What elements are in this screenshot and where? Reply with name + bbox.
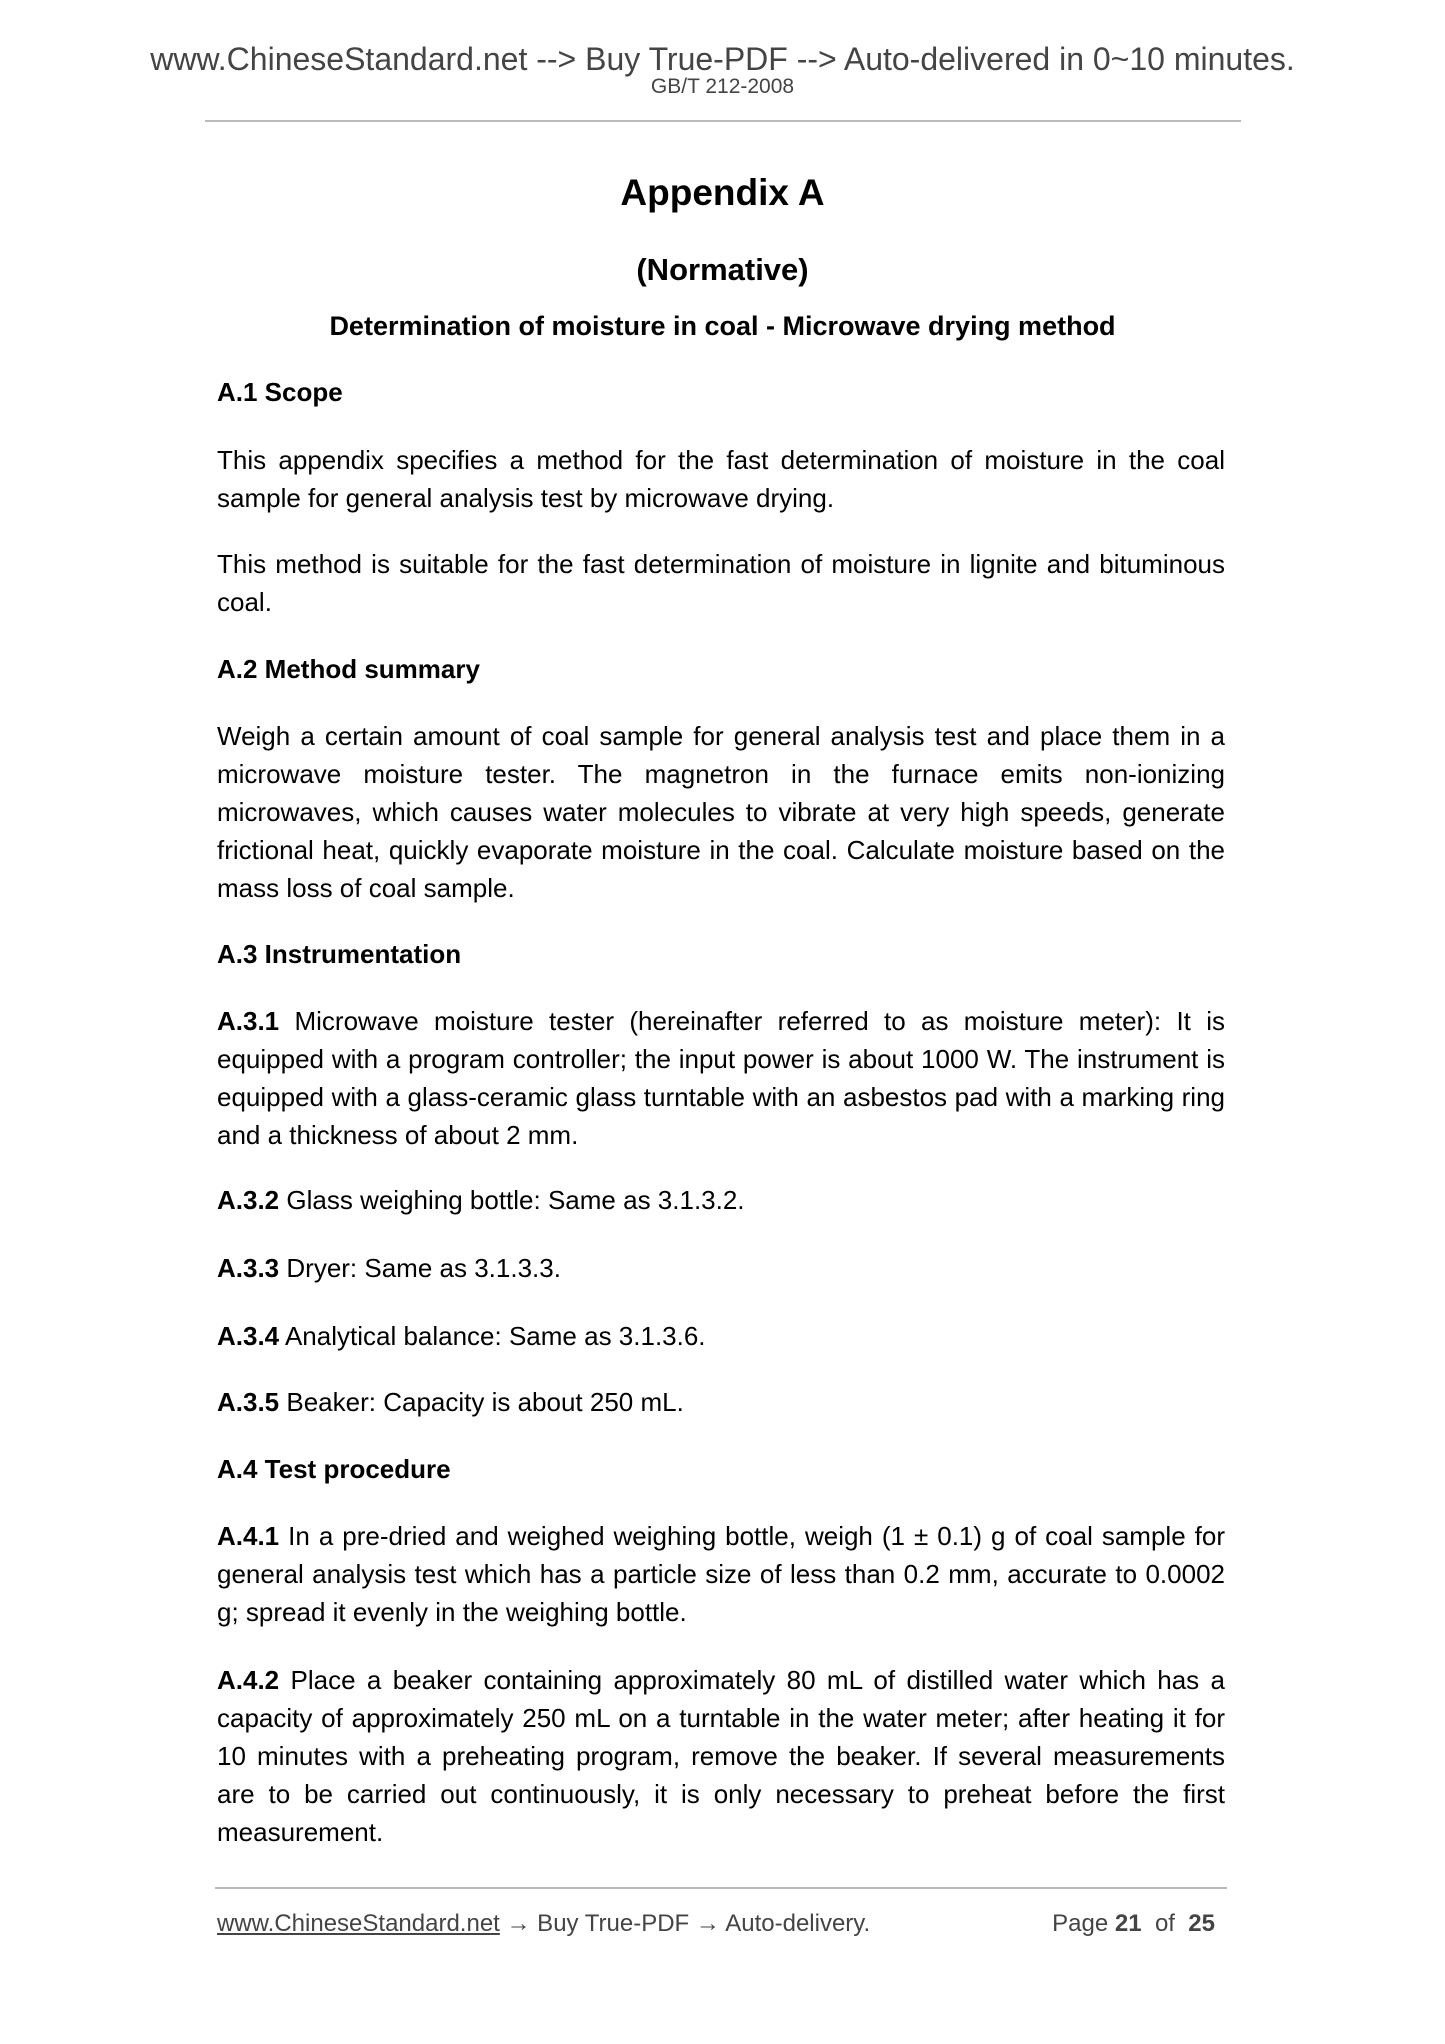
standard-number: GB/T 212-2008 xyxy=(650,75,795,98)
footer xyxy=(217,1908,1215,1940)
clause-a4-2: A.4.2 Place a beaker containing approximately 80 mL of distilled water which has a capacity of approximately 250 mL on a turntable in the water meter; after heating it for 10 minutes with a preheating program, remove the beaker. If several measurements are to be carried out continuously, it is only necessary to preheat before the first measurement. xyxy=(217,1665,1225,1847)
clause-a3-1: A.3.1 Microwave moisture tester (hereinafter referred to as moisture meter): It is equipped with a program controller; the input power is about 1000 W. The instrument is equipped with a glass-ceramic glass turntable with an asbestos pad with a marking ring and a thickness of about 2 mm. xyxy=(217,1006,1225,1150)
header-divider xyxy=(205,120,1241,122)
clause-a3-2: A.3.2 Glass weighing bottle: Same as 3.1.3.2. xyxy=(217,1185,745,1215)
page-indicator: Page 21 of 25 xyxy=(1052,1910,1215,1937)
heading-a4: A.4 Test procedure xyxy=(217,1454,451,1484)
footer-divider xyxy=(215,1887,1227,1889)
footer-link[interactable]: www.ChineseStandard.net xyxy=(217,1910,500,1937)
appendix-type: (Normative) xyxy=(636,252,809,287)
appendix-title: Appendix A xyxy=(620,172,825,213)
clause-a3-3: A.3.3 Dryer: Same as 3.1.3.3. xyxy=(217,1253,561,1283)
paragraph: This appendix specifies a method for the fast determination of moisture in the coal sample for general analysis test by microwave drying. xyxy=(217,445,1225,513)
clause-a3-5: A.3.5 Beaker: Capacity is about 250 mL. xyxy=(217,1387,684,1417)
heading-a3: A.3 Instrumentation xyxy=(217,939,462,969)
appendix-subtitle: Determination of moisture in coal - Microwave drying method xyxy=(329,311,1116,341)
heading-a2: A.2 Method summary xyxy=(217,654,480,684)
header-banner: www.ChineseStandard.net --> Buy True-PDF --> Auto-delivered in 0~10 minutes. xyxy=(150,41,1295,77)
clause-a3-4: A.3.4 Analytical balance: Same as 3.1.3.6. xyxy=(217,1321,706,1351)
paragraph: Weigh a certain amount of coal sample for general analysis test and place them in a microwave moisture tester. The magnetron in the furnace emits non-ionizing microwaves, which causes water molecules to vibrate at very high speeds, generate frictional heat, quickly evaporate moisture in the coal. Calculate moisture based on the mass loss of coal sample. xyxy=(217,721,1225,903)
paragraph: This method is suitable for the fast determination of moisture in lignite and bituminous coal. xyxy=(217,549,1225,617)
clause-a4-1: A.4.1 In a pre-dried and weighed weighing bottle, weigh (1 ± 0.1) g of coal sample for general analysis test which has a particle size of less than 0.2 mm, accurate to 0.0002 g; spread it evenly in the weighing bottle. xyxy=(217,1521,1225,1627)
footer-text: → Buy True-PDF → Auto-delivery. xyxy=(499,1910,871,1937)
heading-a1: A.1 Scope xyxy=(217,377,343,407)
